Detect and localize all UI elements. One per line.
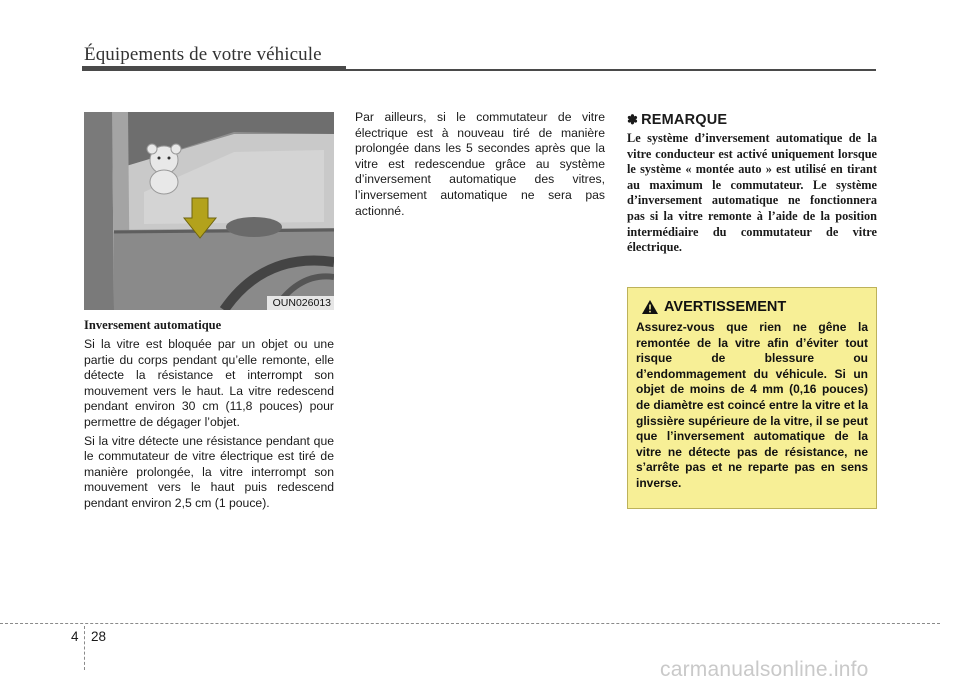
chapter-number: 4 xyxy=(71,629,79,644)
warning-triangle-icon xyxy=(642,300,658,314)
watermark: carmanualsonline.info xyxy=(660,658,869,681)
paragraph-2: Si la vitre détecte une résistance pendant que le commutateur de vitre électrique est tiré de manière prolongée, la vitre interrompt son mouvement vers le haut puis redescend pendant environ 2,5 cm (1 pouce). xyxy=(84,433,334,510)
note-text: Le système d’inversement automatique de la vitre conducteur est activé uniquement lorsque le système « montée auto » est utilisé en tirant au maximum le commutateur. Le système d’inversement automatique ne fonctionnera pas si la vitre remonte à l’aide de la position intermédiaire du commutateur de vitre électrique. xyxy=(627,131,877,255)
window-illustration xyxy=(84,112,334,310)
footer-dashed-divider xyxy=(84,626,85,670)
header-rule-thick xyxy=(82,66,346,71)
page-header-title: Équipements de votre véhicule xyxy=(84,44,322,65)
middle-column xyxy=(355,110,605,222)
left-column xyxy=(84,318,334,515)
warning-title: AVERTISSEMENT xyxy=(664,299,787,315)
note-heading xyxy=(627,112,877,128)
page-number: 28 xyxy=(91,629,107,644)
footer-dashed-line xyxy=(0,623,940,624)
paragraph-3: Par ailleurs, si le commutateur de vitre électrique est à nouveau tiré de manière prolongée dans les 5 secondes après que la vitre est redescendue grâce au système d’inversement automatique des vitres, l’inversement automatique ne sera pas actionné. xyxy=(355,110,605,218)
figure-code: OUN026013 xyxy=(267,296,334,310)
note-section xyxy=(627,112,877,256)
warning-text: Assurez-vous que rien ne gêne la remontée de la vitre afin d’éviter tout risque de blessure ou d’endommagement du véhicule. Si un objet de moins de 4 mm (0,16 pouces) de diamètre est coincé entre la vitre et la glissière supérieure de la vitre, il se peut que l’inversement automatique de la vitre ne détecte pas de résistance, ne s’arrête pas et ne reparte pas en sens inverse. xyxy=(636,320,868,490)
note-title: REMARQUE xyxy=(641,112,728,128)
warning-box xyxy=(627,287,877,509)
section-subheading: Inversement automatique xyxy=(84,318,222,332)
header-rule-thin xyxy=(346,69,876,71)
star-icon: ✽ xyxy=(627,112,639,127)
warning-header xyxy=(642,299,786,315)
window-figure xyxy=(84,112,334,310)
paragraph-1: Si la vitre est bloquée par un objet ou une partie du corps pendant qu’elle remonte, elle détecte la résistance et interrompt son mouvement vers le haut. La vitre redescend pendant environ 30 cm (11,8 pouces) pour permettre de dégager l’objet. xyxy=(84,337,334,429)
